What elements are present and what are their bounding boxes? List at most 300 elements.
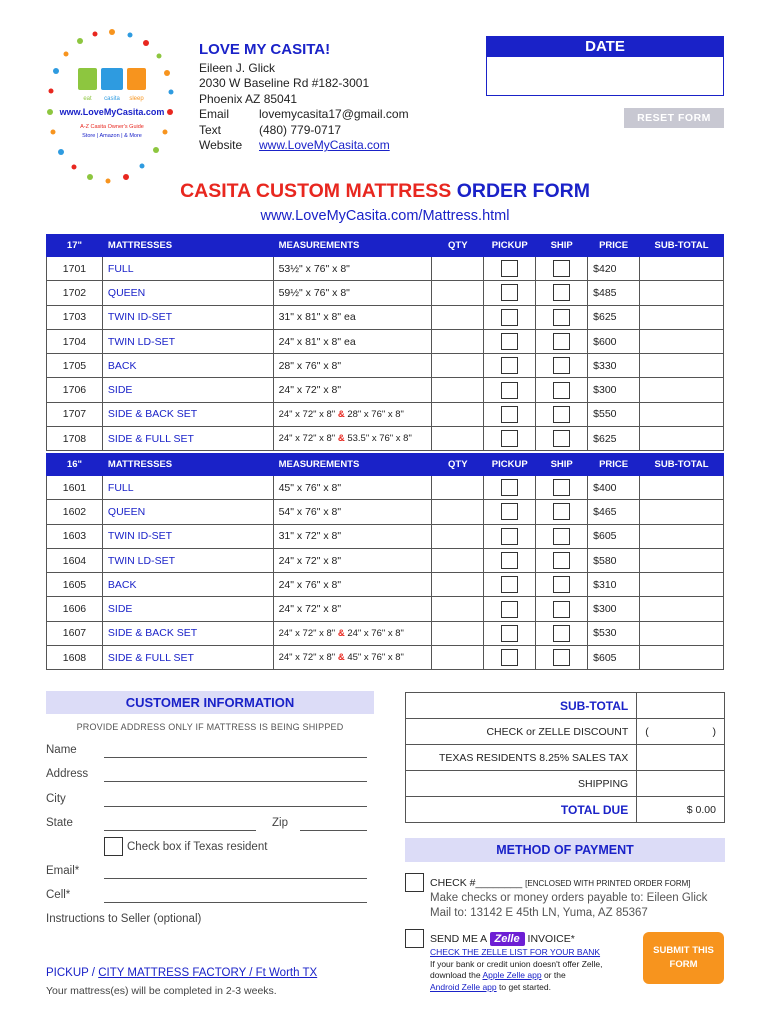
pickup-line [46,967,317,979]
table-row [47,378,724,402]
zelle-payment-row[interactable] [405,929,575,948]
product-code: 1605 [47,573,103,597]
address-line-1: 2030 W Baseline Rd #182-3001 [199,76,370,90]
qty-input[interactable] [432,378,484,402]
product-price: $465 [588,500,640,524]
qty-input[interactable] [432,646,484,670]
payable-note: Make checks or money orders payable to: Eileen Glick [430,892,708,904]
product-code: 1706 [47,378,103,402]
pickup-checkbox[interactable] [501,309,518,326]
zip-label: Zip [272,817,288,829]
pickup-checkbox[interactable] [501,528,518,545]
cell-field[interactable] [104,902,367,903]
ship-checkbox[interactable] [553,552,570,569]
pickup-cell [484,646,536,670]
qty-input[interactable] [432,548,484,572]
measurement-ampersand: & [337,433,345,445]
product-code: 1704 [47,329,103,353]
phone-value: (480) 779-0717 [259,122,342,137]
product-name: TWIN ID-SET [102,524,273,548]
product-price: $400 [588,476,640,500]
pickup-cell [484,524,536,548]
table-row [47,427,724,451]
product-name: TWIN LD-SET [102,329,273,353]
text-label: Text [199,122,222,137]
logo-label-sleep: sleep [129,96,144,102]
product-name: SIDE [102,597,273,621]
totals-table [405,692,725,823]
measurements-header: MEASUREMENTS [273,235,432,257]
logo-tagline: A-Z Casita Owner's Guide [80,124,144,130]
check-payment-label: CHECK #________ [430,877,523,889]
pickup-cell [484,257,536,281]
row-subtotal[interactable] [640,524,724,548]
pickup-header: PICKUP [484,454,536,476]
product-code: 1601 [47,476,103,500]
row-subtotal[interactable] [640,402,724,426]
ship-checkbox[interactable] [553,649,570,666]
pickup-cell [484,573,536,597]
submit-line-1: SUBMIT THIS [653,945,714,956]
pickup-checkbox[interactable] [501,625,518,642]
qty-input[interactable] [432,354,484,378]
subtotal-header: SUB-TOTAL [640,454,724,476]
product-price: $625 [588,305,640,329]
row-subtotal[interactable] [640,573,724,597]
product-name: SIDE & FULL SET [102,427,273,451]
pickup-checkbox[interactable] [501,382,518,399]
product-name: BACK [102,573,273,597]
ship-cell [536,402,588,426]
contact-name: Eileen J. Glick [199,60,276,75]
email-value: lovemycasita17@gmail.com [259,107,409,121]
website-label: Website [199,138,243,152]
table-header-row [47,454,724,476]
page-subtitle: www.LoveMyCasita.com/Mattress.html [260,208,510,224]
product-measurements: 45" x 76" x 8" [273,476,432,500]
price-header: PRICE [588,235,640,257]
pickup-cell [484,402,536,426]
cell-label: Cell* [46,889,71,901]
pickup-cell [484,548,536,572]
discount-paren-close: ) [712,725,716,738]
state-label: State [46,817,73,829]
zelle-note: If your bank or credit union doesn't offer Zelle, [430,958,603,969]
shipping-label: SHIPPING [406,771,637,797]
qty-input[interactable] [432,257,484,281]
table-row [47,354,724,378]
subtotal-header: SUB-TOTAL [640,235,724,257]
qty-input[interactable] [432,500,484,524]
product-price: $605 [588,646,640,670]
ship-cell [536,597,588,621]
ship-checkbox[interactable] [553,576,570,593]
measurement-a: 24" x 72" x 8" [278,433,336,445]
email-label-field: Email* [46,865,80,877]
measurement-b: 45" x 76" x 8" [347,652,404,664]
customer-info-note: PROVIDE ADDRESS ONLY IF MATTRESS IS BEING SHIPPED [76,722,344,732]
product-code: 1607 [47,621,103,645]
product-name: TWIN ID-SET [102,305,273,329]
table-row [47,305,724,329]
name-label: Name [46,744,77,756]
row-subtotal[interactable] [640,329,724,353]
logo-label-casita: casita [104,96,120,102]
product-code: 1702 [47,281,103,305]
product-name: QUEEN [102,500,273,524]
product-price: $580 [588,548,640,572]
eat-icon [78,68,97,90]
qty-input[interactable] [432,524,484,548]
pickup-checkbox[interactable] [501,479,518,496]
product-price: $600 [588,329,640,353]
qty-input[interactable] [432,281,484,305]
product-name: SIDE & FULL SET [102,646,273,670]
tax-label: TEXAS RESIDENTS 8.25% SALES TAX [406,745,637,771]
ship-checkbox[interactable] [553,625,570,642]
city-field[interactable] [104,806,367,807]
email-label: Email [199,107,230,121]
row-subtotal[interactable] [640,305,724,329]
pickup-cell [484,427,536,451]
row-subtotal[interactable] [640,500,724,524]
texas-resident-checkbox[interactable] [104,837,123,856]
qty-header: QTY [432,454,484,476]
product-name: FULL [102,257,273,281]
product-measurements: 24" x 72" x 8" [273,597,432,621]
ship-cell [536,427,588,451]
pickup-checkbox[interactable] [501,649,518,666]
mattress-table-17 [46,234,724,451]
product-measurements [273,402,432,426]
qty-input[interactable] [432,621,484,645]
city-label: City [46,793,66,805]
ship-checkbox[interactable] [553,406,570,423]
table-row [47,281,724,305]
check-payment-row[interactable] [405,873,691,892]
pickup-header: PICKUP [484,235,536,257]
table-row [47,476,724,500]
logo-sources: Store | Amazon | & More [82,133,142,139]
table-row [47,621,724,645]
qty-input[interactable] [432,476,484,500]
price-header: PRICE [588,454,640,476]
row-subtotal[interactable] [640,597,724,621]
product-code: 1602 [47,500,103,524]
customer-info-header: CUSTOMER INFORMATION [46,691,374,714]
check-payment-note: [ENCLOSED WITH PRINTED ORDER FORM] [525,879,691,888]
table-header-row [47,235,724,257]
shipping-value[interactable] [637,771,725,797]
ship-cell [536,378,588,402]
ship-checkbox[interactable] [553,479,570,496]
table-row [47,548,724,572]
table-row [47,524,724,548]
product-price: $420 [588,257,640,281]
check-payment-label-group [430,877,691,889]
pickup-checkbox[interactable] [501,333,518,350]
zelle-payment-label [430,932,575,946]
mattresses-header: MATTRESSES [102,454,273,476]
ship-header: SHIP [536,454,588,476]
zelle-logo: Zelle [490,932,525,946]
product-code: 1705 [47,354,103,378]
product-price: $310 [588,573,640,597]
logo [46,26,178,186]
measurements-header: MEASUREMENTS [273,454,432,476]
pickup-cell [484,378,536,402]
pickup-checkbox[interactable] [501,552,518,569]
date-input[interactable] [487,57,723,95]
measurement-b: 53.5" x 76" x 8" [347,433,412,445]
ship-cell [536,573,588,597]
size-header: 16" [47,454,103,476]
state-field[interactable] [104,830,256,831]
pickup-cell [484,354,536,378]
android-zelle-link[interactable]: Android Zelle app [430,981,497,992]
download-prefix: download the [430,970,481,980]
product-code: 1608 [47,646,103,670]
texas-resident-check[interactable] [104,837,267,856]
row-subtotal[interactable] [640,257,724,281]
ship-cell [536,500,588,524]
ship-cell [536,476,588,500]
product-name: TWIN LD-SET [102,548,273,572]
product-measurements: 24" x 81" x 8" ea [273,329,432,353]
row-subtotal[interactable] [640,427,724,451]
table-row [47,573,724,597]
total-due-value: $ 0.00 [637,797,725,823]
ship-checkbox[interactable] [553,528,570,545]
product-measurements: 31" x 72" x 8" [273,524,432,548]
product-price: $300 [588,378,640,402]
logo-graphic [46,26,178,186]
completion-note: Your mattress(es) will be completed in 2-3 weeks. [46,985,277,997]
product-code: 1703 [47,305,103,329]
qty-input[interactable] [432,329,484,353]
product-measurements: 53½" x 76" x 8" [273,257,432,281]
product-measurements: 24" x 72" x 8" [273,378,432,402]
product-code: 1707 [47,402,103,426]
measurement-ampersand: & [337,627,345,639]
company-info [199,42,409,154]
pickup-checkbox[interactable] [501,601,518,618]
product-name: SIDE [102,378,273,402]
ship-cell [536,281,588,305]
product-measurements: 59½" x 76" x 8" [273,281,432,305]
ship-checkbox[interactable] [553,430,570,447]
product-code: 1606 [47,597,103,621]
subtotal-label: SUB-TOTAL [406,693,637,719]
measurement-ampersand: & [337,408,345,420]
product-measurements [273,621,432,645]
ship-checkbox[interactable] [553,333,570,350]
pickup-checkbox[interactable] [501,576,518,593]
pickup-cell [484,476,536,500]
submit-line-2: FORM [669,959,698,970]
product-name: SIDE & BACK SET [102,621,273,645]
row-subtotal[interactable] [640,646,724,670]
title-part-2: ORDER FORM [456,180,590,202]
title-part-1: CASITA CUSTOM MATTRESS [180,180,452,202]
ship-checkbox[interactable] [553,309,570,326]
product-price: $550 [588,402,640,426]
row-subtotal[interactable] [640,476,724,500]
texas-resident-label: Check box if Texas resident [127,840,268,853]
measurement-a: 24" x 72" x 8" [278,627,336,639]
casita-icon [101,68,123,90]
zip-field[interactable] [300,830,367,831]
reset-form-button[interactable]: RESET FORM [624,108,724,128]
pickup-cell [484,281,536,305]
total-due-label: TOTAL DUE [406,797,637,823]
ship-header: SHIP [536,235,588,257]
zelle-bank-list-link[interactable]: CHECK THE ZELLE LIST FOR YOUR BANK [430,947,601,957]
ship-cell [536,329,588,353]
pickup-checkbox[interactable] [501,430,518,447]
zelle-payment-checkbox[interactable] [405,929,424,948]
pickup-cell [484,305,536,329]
website-link[interactable]: www.LoveMyCasita.com [259,138,390,152]
qty-input[interactable] [432,402,484,426]
discount-label: CHECK or ZELLE DISCOUNT [406,719,637,745]
pickup-cell [484,500,536,524]
discount-paren-open: ( [645,725,649,738]
product-price: $300 [588,597,640,621]
mattresses-header: MATTRESSES [102,235,273,257]
or-the: or the [543,970,566,980]
ship-checkbox[interactable] [553,357,570,374]
pickup-cell [484,597,536,621]
zelle-info [430,947,603,993]
product-measurements: 24" x 72" x 8" [273,548,432,572]
address-label: Address [46,768,89,780]
product-price: $605 [588,524,640,548]
qty-input[interactable] [432,573,484,597]
product-name: BACK [102,354,273,378]
pickup-prefix: PICKUP / [46,967,95,979]
ship-checkbox[interactable] [553,503,570,520]
pickup-link[interactable]: CITY MATTRESS FACTORY / Ft Worth TX [98,967,318,979]
email-field[interactable] [104,878,367,879]
ship-cell [536,354,588,378]
ship-cell [536,646,588,670]
page-title [0,180,770,203]
apple-zelle-link[interactable]: Apple Zelle app [482,970,542,980]
table-row [47,402,724,426]
size-header: 17" [47,235,103,257]
ship-checkbox[interactable] [553,382,570,399]
date-box [486,36,724,96]
product-measurements: 54" x 76" x 8" [273,500,432,524]
product-code: 1708 [47,427,103,451]
pickup-checkbox[interactable] [501,357,518,374]
qty-input[interactable] [432,597,484,621]
product-price: $625 [588,427,640,451]
zelle-send-prefix: SEND ME A [430,932,487,945]
product-measurements: 28" x 76" x 8" [273,354,432,378]
check-payment-checkbox[interactable] [405,873,424,892]
name-field[interactable] [104,757,367,758]
ship-checkbox[interactable] [553,284,570,301]
row-subtotal[interactable] [640,378,724,402]
ship-checkbox[interactable] [553,260,570,277]
ship-checkbox[interactable] [553,601,570,618]
discount-value[interactable] [637,719,725,745]
row-subtotal[interactable] [640,354,724,378]
tax-value[interactable] [637,745,725,771]
ship-cell [536,621,588,645]
pickup-checkbox[interactable] [501,406,518,423]
mail-note: Mail to: 13142 E 45th LN, Yuma, AZ 85367 [430,907,648,919]
qty-input[interactable] [432,305,484,329]
table-row [47,257,724,281]
product-measurements: 31" x 81" x 8" ea [273,305,432,329]
measurement-a: 24" x 72" x 8" [278,652,336,664]
instructions-label: Instructions to Seller (optional) [46,913,202,925]
logo-label-eat: eat [83,96,92,102]
ship-cell [536,305,588,329]
address-field[interactable] [104,781,367,782]
table-row [47,646,724,670]
pickup-checkbox[interactable] [501,284,518,301]
product-price: $485 [588,281,640,305]
mattress-table-16 [46,453,724,670]
date-header: DATE [487,37,723,57]
product-measurements: 24" x 76" x 8" [273,573,432,597]
product-name: FULL [102,476,273,500]
zelle-send-suffix: INVOICE* [527,932,575,945]
subtotal-value[interactable] [637,693,725,719]
product-price: $330 [588,354,640,378]
submit-form-button[interactable] [643,932,724,984]
text-row [199,123,409,139]
ship-cell [536,257,588,281]
company-name: LOVE MY CASITA! [199,41,331,58]
row-subtotal[interactable] [640,548,724,572]
measurement-b: 28" x 76" x 8" [347,408,404,420]
product-code: 1604 [47,548,103,572]
email-row [199,107,409,123]
table-row [47,597,724,621]
pickup-checkbox[interactable] [501,260,518,277]
row-subtotal[interactable] [640,621,724,645]
ship-cell [536,524,588,548]
qty-header: QTY [432,235,484,257]
pickup-cell [484,621,536,645]
product-name: SIDE & BACK SET [102,402,273,426]
logo-site: www.LoveMyCasita.com [59,107,165,117]
product-name: QUEEN [102,281,273,305]
row-subtotal[interactable] [640,281,724,305]
pickup-checkbox[interactable] [501,503,518,520]
get-started: to get started. [499,981,551,992]
measurement-a: 24" x 72" x 8" [278,408,336,420]
product-code: 1701 [47,257,103,281]
sleep-icon [127,68,146,90]
product-price: $530 [588,621,640,645]
measurement-b: 24" x 76" x 8" [347,627,404,639]
product-code: 1603 [47,524,103,548]
payment-header: METHOD OF PAYMENT [405,838,725,862]
product-measurements [273,427,432,451]
qty-input[interactable] [432,427,484,451]
address-line-2: Phoenix AZ 85041 [199,91,298,106]
table-row [47,500,724,524]
pickup-cell [484,329,536,353]
product-measurements [273,646,432,670]
table-row [47,329,724,353]
